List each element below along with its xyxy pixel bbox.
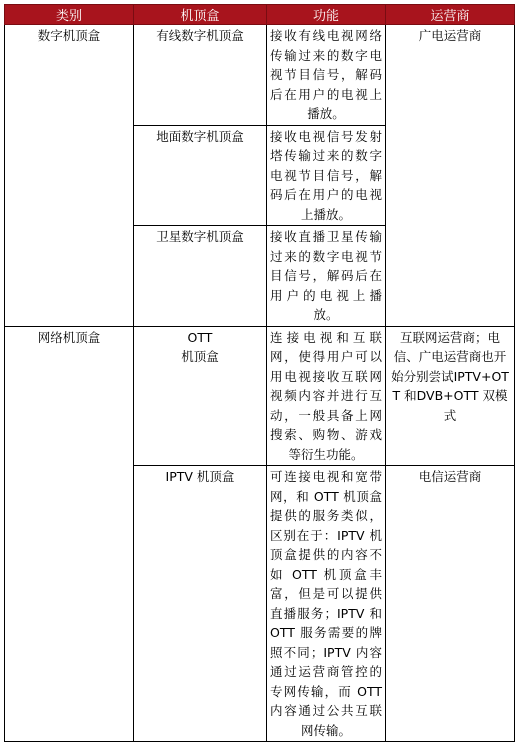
- header-function: 功能: [267, 5, 386, 25]
- function-cell: 可连接电视和宽带网，和 OTT 机顶盒提供的服务类似，区别在于：IPTV 机顶盒提供的内容不如 OTT 机顶盒丰富，但是可以提供直播服务；IPTV 和 OTT 服务需要的牌照不同；IPTV 内容通过运营商管控的专网传输，而 OTT 内容通过公共互联网传输。: [267, 466, 386, 742]
- box-cell: OTT 机顶盒: [134, 326, 267, 466]
- function-cell: 接收直播卫星传输过来的数字电视节目信号，解码后在用户的电视上播放。: [267, 226, 386, 327]
- table-row: [5, 326, 515, 466]
- function-cell: 接收电视信号发射塔传输过来的数字电视节目信号，解码后在用户的电视上播放。: [267, 125, 386, 226]
- function-cell: 连接电视和互联网，使得用户可以用电视接收互联网视频内容并进行互动，一般具备上网搜索、购物、游戏等衍生功能。: [267, 326, 386, 466]
- table-row: [5, 25, 515, 126]
- category-cell: 网络机顶盒: [5, 326, 134, 742]
- header-category: 类别: [5, 5, 134, 25]
- box-cell: IPTV 机顶盒: [134, 466, 267, 742]
- operator-cell: 广电运营商: [386, 25, 515, 327]
- header-operator: 运营商: [386, 5, 515, 25]
- stb-comparison-table: [4, 4, 515, 742]
- box-cell: 有线数字机顶盒: [134, 25, 267, 126]
- function-cell: 接收有线电视网络传输过来的数字电视节目信号，解码后在用户的电视上播放。: [267, 25, 386, 126]
- operator-cell: 互联网运营商；电信、广电运营商也开始分别尝试IPTV+OTT 和DVB+OTT 双模式: [386, 326, 515, 466]
- operator-cell: 电信运营商: [386, 466, 515, 742]
- box-cell: 地面数字机顶盒: [134, 125, 267, 226]
- header-set-top-box: 机顶盒: [134, 5, 267, 25]
- header-row: [5, 5, 515, 25]
- category-cell: 数字机顶盒: [5, 25, 134, 327]
- box-cell: 卫星数字机顶盒: [134, 226, 267, 327]
